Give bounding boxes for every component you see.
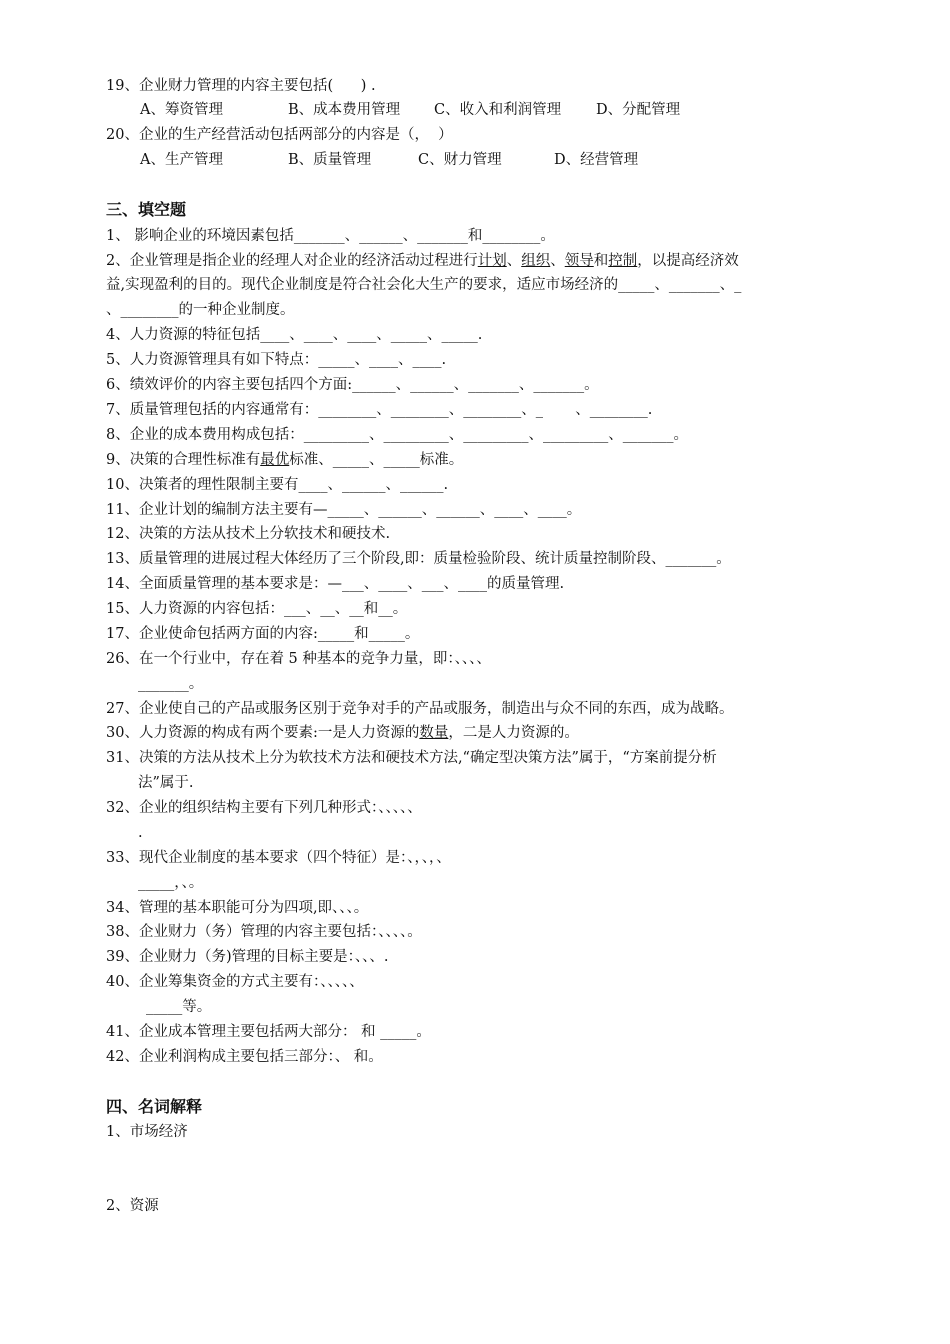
- fill-question-9: [106, 450, 463, 470]
- fill-question-33: 33、现代企业制度的基本要求（四个特征）是：、，、，、: [106, 850, 451, 866]
- fill-question-15: 15、人力资源的内容包括：___、__、__和__。: [106, 601, 408, 617]
- q30-word-quantity: 数量: [419, 725, 449, 741]
- q2-word-control: 控制: [608, 253, 638, 269]
- fill-question-32: 32、企业的组织结构主要有下列几种形式：、、、、、: [106, 800, 422, 816]
- fill-question-34: 34、管理的基本职能可分为四项,即、、、。: [106, 900, 369, 916]
- q2-word-organize: 组织: [521, 253, 551, 269]
- fill-question-41: 41、企业成本管理主要包括两大部分： 和 _____。: [106, 1024, 431, 1040]
- q20-option-c: C、财力管理: [418, 152, 502, 168]
- question-20: 20、企业的生产经营活动包括两部分的内容是（， ）: [106, 127, 453, 143]
- q9-word-optimal: 最优: [260, 452, 290, 468]
- fill-question-14: 14、全面质量管理的基本要求是：—___、____、___、____的质量管理.: [106, 576, 565, 592]
- q20-option-d: D、经营管理: [554, 152, 639, 168]
- fill-question-1: 1、 影响企业的环境因素包括_______、______、_______和________。: [106, 228, 555, 244]
- q19-option-c: C、收入和利润管理: [434, 102, 562, 118]
- fill-question-27: 27、企业使自己的产品或服务区别于竞争对手的产品或服务，制造出与众不同的东西，成为战略。: [106, 701, 734, 717]
- fill-question-11: 11、企业计划的编制方法主要有—_____、______、______、____、____。: [106, 502, 582, 518]
- q30-text: 30、人力资源的构成有两个要素:一是人力资源的: [106, 725, 420, 741]
- fill-question-2-line2: 益,实现盈利的目的。现代企业制度是符合社会化大生产的要求，适应市场经济的_____、_______、_: [106, 277, 742, 293]
- fill-question-32-line2: .: [138, 825, 143, 841]
- q9-text-end: 标准、_____、_____标准。: [289, 452, 464, 468]
- fill-question-6: 6、绩效评价的内容主要包括四个方面:______、______、_______、_______。: [106, 377, 599, 393]
- q20-option-b: B、质量管理: [288, 152, 372, 168]
- fill-question-13: 13、质量管理的进展过程大体经历了三个阶段,即：质量检验阶段、统计质量控制阶段、_______。: [106, 551, 731, 567]
- fill-question-7: 7、质量管理包括的内容通常有：________、________、________、_ 、________.: [106, 402, 653, 418]
- q19-option-a: A、筹资管理: [140, 102, 223, 118]
- fill-question-2: [106, 251, 739, 271]
- fill-question-42: 42、企业利润构成主要包括三部分：、 和。: [106, 1049, 383, 1065]
- q2-word-plan: 计划: [477, 253, 507, 269]
- fill-question-2-line3: 、________的一种企业制度。: [106, 302, 295, 318]
- question-19: 19、企业财力管理的内容主要包括( ) .: [106, 78, 376, 94]
- q2-text-end: ，以提高经济效: [637, 253, 739, 269]
- fill-question-31-line2: 法”属于.: [138, 775, 194, 791]
- q2-sep: 、: [550, 253, 565, 269]
- definition-question-2: 2、资源: [106, 1198, 159, 1214]
- fill-question-40-line2: _____等。: [146, 999, 212, 1015]
- fill-question-12: 12、决策的方法从技术上分软技术和硬技术.: [106, 526, 391, 542]
- definition-question-1: 1、市场经济: [106, 1124, 188, 1140]
- fill-question-30: [106, 723, 579, 743]
- q30-text-end: ，二是人力资源的。: [448, 725, 579, 741]
- fill-question-10: 10、决策者的理性限制主要有____、______、______.: [106, 477, 449, 493]
- section-3-title: 三、填空题: [106, 200, 187, 219]
- q2-text: 2、企业管理是指企业的经理人对企业的经济活动过程进行: [106, 253, 478, 269]
- fill-question-26: 26、在一个行业中，存在着 5 种基本的竞争力量，即：、、、、: [106, 651, 491, 667]
- fill-question-33-line2: _____，、。: [138, 875, 204, 891]
- fill-question-8: 8、企业的成本费用构成包括：_________、_________、_________、_________、_______。: [106, 427, 688, 443]
- fill-question-31: 31、决策的方法从技术上分为软技术方法和硬技术方法,“确定型决策方法”属于，“方案前提分析: [106, 750, 717, 766]
- fill-question-38: 38、企业财力（务）管理的内容主要包括：、、、、。: [106, 924, 422, 940]
- q2-word-lead: 领导: [564, 253, 594, 269]
- fill-question-39: 39、企业财力（务)管理的目标主要是：、、、.: [106, 949, 389, 965]
- fill-question-26-line2: _______。: [138, 676, 204, 692]
- fill-question-4: 4、人力资源的特征包括____、____、____、_____、_____.: [106, 327, 483, 343]
- section-4-title: 四、名词解释: [106, 1097, 203, 1116]
- fill-question-40: 40、企业筹集资金的方式主要有：、、、、、: [106, 974, 364, 990]
- q19-option-b: B、成本费用管理: [288, 102, 401, 118]
- q9-text: 9、决策的合理性标准有: [106, 452, 261, 468]
- q2-and: 和: [593, 253, 609, 269]
- q2-sep: 、: [506, 253, 522, 269]
- fill-question-17: 17、企业使命包括两方面的内容:_____和_____。: [106, 626, 420, 642]
- fill-question-5: 5、人力资源管理具有如下特点：_____、____、____.: [106, 352, 447, 368]
- q20-option-a: A、生产管理: [140, 152, 223, 168]
- q19-option-d: D、分配管理: [596, 102, 681, 118]
